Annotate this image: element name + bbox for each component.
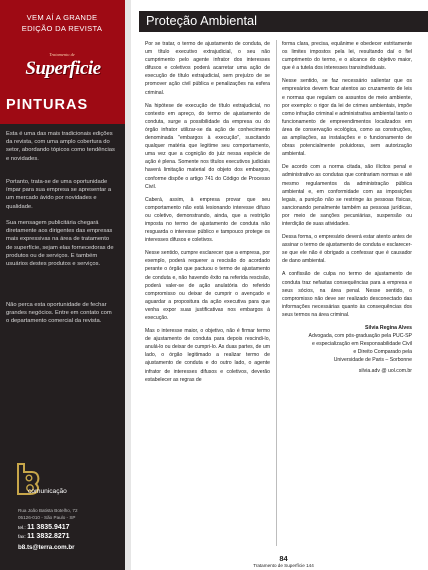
company-address: [18, 507, 118, 521]
page-footer: [139, 555, 428, 569]
fax-value: 11 3832.8271: [27, 533, 70, 540]
article-paragraph: Mas o interesse maior, o objetivo, não é firmar termo de ajustamento de conduta para depois rescindi-lo, anulá-lo ou deixar de cumpri-lo. As duas partes, de um lado, o órgão legitimado a realizar termo de ajustamento de conduta e do outro lado, o agente infrator de interesses difusos e coletivos, deverão estabelecer as regras de: [145, 328, 270, 383]
promo-line-1: VEM AÍ A GRANDE: [26, 13, 98, 22]
author-name: Silvia Regina Alves: [365, 325, 412, 331]
publication-name: Tratamento de Superfície 144: [253, 563, 314, 568]
tel-label: tel.:: [18, 526, 26, 531]
promo-line-2: EDIÇÃO DA REVISTA: [21, 24, 103, 33]
company-name: comunicação: [28, 488, 67, 495]
sidebar-paragraph: Esta é uma das mais tradicionais edições da revista, com uma amplo cobertura do setor, abordando tópicos como tendências e novidades.: [6, 131, 115, 162]
column-divider: [276, 40, 277, 546]
article-paragraph: Caberá, assim, à empresa provar que seu comportamento não está lesionando interesse difuso ou coletivo, demonstrando, ainda, que a restrição imposta no termo de ajustamento de conduta não resguarda o interesse público e tampouco protege os interesses difusos e coletivos.: [145, 196, 270, 244]
logo-subtitle: Tratamento de: [49, 52, 75, 57]
company-block: [6, 460, 120, 556]
author-signature: [282, 324, 412, 376]
fax-label: fax:: [18, 535, 26, 540]
sidebar-paragraph: Não perca esta oportunidade de fechar grandes negócios. Entre em contato com o departamento comercial da revista.: [6, 302, 112, 325]
article-paragraph: Nesse sentido, cumpre esclarecer que a empresa, por exemplo, poderá requerer a rescisão do acordado perante o órgão que pactuou o termo de ajustamento de conduta e, não havendo êxito na referida rescisão, poderá valer-se de ação anulatória do referido compromisso ou deixar de cumprir o avençado e aguardar a propositura da ação executiva para que venha expor suas justificativas nos embargos à execução.: [145, 250, 270, 321]
sidebar-paragraph: Sua mensagem publicitária chegará diretamente aos dirigentes das empresas mais expressivas na área de tratamento de superfície, sejam elas fornecedoras de produtos ou de serviços. E também usuários destes produtos e serviços.: [6, 220, 114, 268]
author-email: silvia.adv @ uol.com.br: [358, 368, 412, 375]
author-bio-line: Universidade de Paris – Sorbonne: [333, 357, 412, 364]
promo-headline: [6, 12, 118, 34]
address-line-2: 05126-010 - São Paulo - SP: [18, 515, 76, 520]
magazine-logo: Superficie: [25, 58, 101, 79]
article-paragraph: Dessa forma, o empresário deverá estar atento antes de assinar o termo de ajustamento de conduta e esclarecer-se que ele não é obrigado a confessar que é causador de dano ambiental.: [282, 234, 413, 265]
article-paragraph: A confissão de culpa no termo de ajustamento de conduta traz nefastas consequências para a empresa e seus sócios, na área penal. Nesse sentido, o compromisso não deve ser realizado desconectado das informações necessárias quanto às consequências dos seus termos na área criminal.: [282, 271, 412, 318]
section-header: [139, 11, 428, 32]
author-bio-line: e especialização em Responsabilidade Civil: [311, 341, 412, 348]
author-bio-line: Advogada, com pós-graduação pela PUC-SP: [308, 333, 412, 340]
article-column-1: [145, 40, 270, 389]
page-title: Proteção Ambiental: [146, 13, 257, 28]
company-email: b8.ts@terra.com.br: [18, 544, 75, 551]
sidebar-paragraph: Portanto, trata-se de uma oportunidade ímpar para sua empresa se apresentar a um mercado ávido por novidades e qualidade.: [6, 179, 112, 210]
article-paragraph: forma clara, precisa, equânime e obedecer estritamente os limites impostos pela lei, resultando daí o fiel cumprimento do termo, e o alcance do objetivo maior, que é a tutela dos interesses transindividuais.: [282, 41, 412, 72]
article-column-2: [282, 40, 412, 376]
article-paragraph: De acordo com a norma citada, são ilícitos penal e administrativo as condutas que contrariam normas e até mesmo regulamentos da administração pública ambiental e, em conformidade com as imposições legais, a punição não se restringe às pessoas físicas, sancionando penalmente também as pessoas jurídicas, por meio de sanções pecuniárias, suspensão ou interdição de suas atividades.: [282, 164, 412, 227]
tel-value: 11 3835.9417: [27, 524, 70, 531]
company-tel: [18, 524, 118, 533]
article-paragraph: Nesse sentido, se faz necessário salientar que os empresários devem ficar atentos ao cruzamento de leis e normas que regulam os assuntos de meio ambiente, por exemplo: o rigor da lei de crimes ambientais, impõe como infração criminal e administrativa ambiental tanto o funcionamento de empreendimentos localizados em área de conservação ecológica, como as construções, as ampliações, as instalações e o funcionamento de obras potencialmente poluidoras, sem autorização ambiental.: [282, 78, 412, 158]
sidebar-ad: [0, 0, 131, 570]
section-title: PINTURAS: [6, 97, 89, 113]
address-line-1: Rua João Batista Botelho, 72: [18, 508, 78, 513]
article-paragraph: Por se tratar, o termo de ajustamento de conduta, de um título executivo extrajudicial, o seu não cumprimento pelo agente infrator dos interesses difusos e coletivos poderá acarretar uma ação de execução de título extrajudicial, sem prejuízo de se promover ação civil pública e penalizações na esfera criminal.: [145, 41, 270, 96]
author-bio-line: e Direito Comparado pela: [353, 349, 412, 356]
company-fax: [18, 533, 118, 542]
page-number: 84: [279, 554, 288, 563]
article-paragraph: Na hipótese de execução de título extrajudicial, no contexto em apreço, do termo de ajustamento de conduta, surge a possibilidade da empresa ou do órgão infrator utilizar-se da ação de conhecimento denominada "embargos à execução", suscitando qualquer matéria que legitime seu comportamento, uma vez que a cognição do juiz nessa espécie de ação é plena. Somente nos títulos executivos judiciais haverá limitação material do objeto dos embargos, conforme dispõe o artigo 741 do Código de Processo Civil.: [145, 102, 270, 190]
